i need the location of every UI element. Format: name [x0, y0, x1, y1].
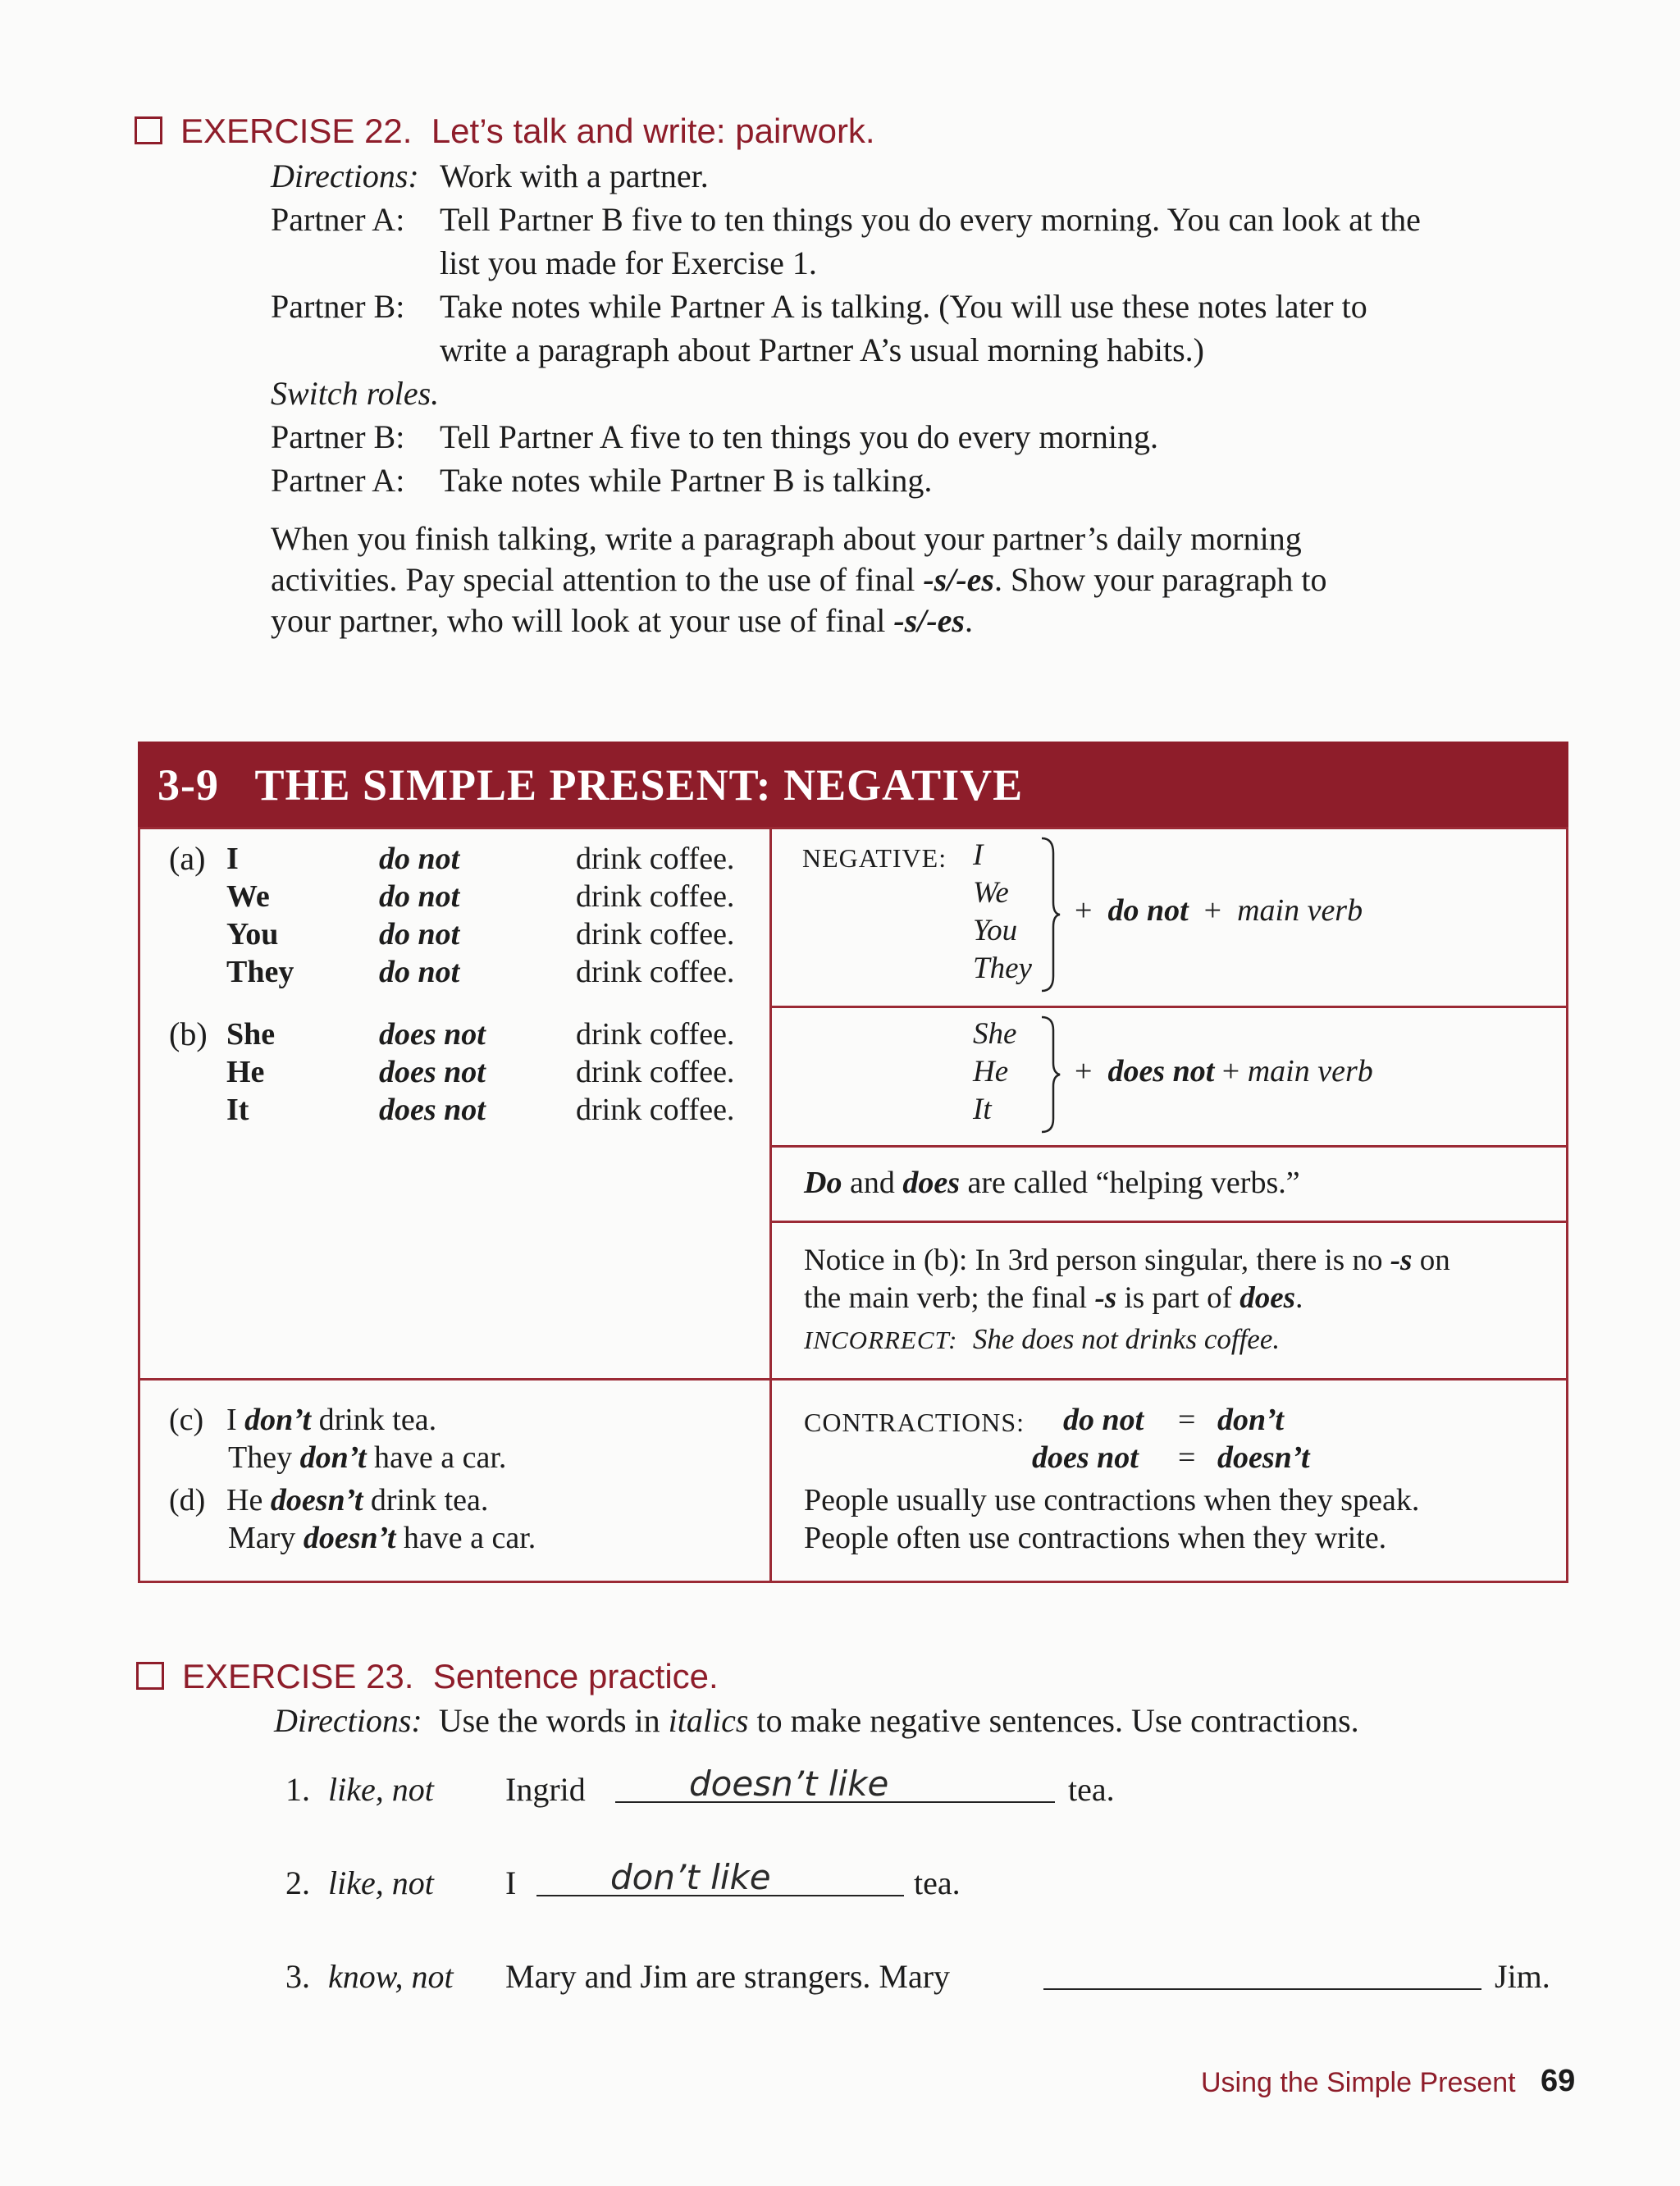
short-form: don’t [1217, 1403, 1284, 1437]
partner-b-label: Partner B: [271, 288, 405, 325]
contraction-examples [169, 1401, 536, 1557]
example-text: drink tea. [363, 1483, 489, 1517]
example-c [169, 1401, 437, 1439]
note-text: . [1295, 1281, 1303, 1315]
item-text: I [505, 1864, 517, 1901]
switch-roles-text: Switch roles. [271, 375, 440, 412]
contraction-do-not [1063, 1401, 1144, 1439]
plus-sign: + [1221, 1054, 1240, 1088]
partner-b-text-cont: write a paragraph about Partner A’s usual morning habits.) [440, 331, 1204, 368]
subject: It [226, 1093, 249, 1127]
ending-s-es: -s/-es [923, 561, 994, 598]
term: does [902, 1166, 960, 1200]
directions-text: Use the words in [438, 1702, 669, 1739]
example-label: (d) [169, 1483, 206, 1517]
ex23-directions [274, 1701, 1359, 1740]
partner-a-text: Tell Partner B five to ten things you do every morning. You can look at the [440, 201, 1421, 238]
subject: She [973, 1017, 1017, 1051]
checkbox-icon[interactable] [135, 116, 162, 144]
subject: He [226, 1055, 265, 1089]
plus-sign: + [1203, 893, 1222, 928]
exercise-title: Sentence practice. [432, 1657, 719, 1695]
full-form: does not [1032, 1440, 1139, 1475]
contraction-dont [1217, 1401, 1284, 1439]
paragraph-text: . Show your paragraph to [993, 561, 1327, 598]
directions-label: Directions: [271, 157, 419, 194]
term: Do [804, 1166, 842, 1200]
contractions-label: CONTRACTIONS: [804, 1408, 1025, 1437]
subject: You [973, 914, 1018, 947]
directions-emphasis: italics [668, 1702, 749, 1739]
directions-label: Directions: [274, 1702, 422, 1739]
note-text: on [1412, 1244, 1450, 1277]
item-text: tea. [914, 1864, 961, 1901]
contraction: don’t [244, 1403, 312, 1437]
subject: They [226, 955, 294, 989]
item-cue: know, not [328, 1958, 454, 1995]
subject: I [973, 838, 984, 872]
partner-a2-text: Take notes while Partner B is talking. [440, 462, 933, 499]
auxiliary: do not [379, 842, 460, 876]
example-text: have a car. [395, 1521, 536, 1555]
formula-do-not [1075, 892, 1363, 929]
note-text: People usually use contractions when they speak. [804, 1483, 1420, 1517]
notice-note [804, 1242, 1450, 1359]
chart-title: THE SIMPLE PRESENT: NEGATIVE [254, 760, 1024, 810]
item-number: 2. [285, 1864, 310, 1901]
example-text: I [226, 1403, 245, 1437]
item-text: tea. [1068, 1771, 1115, 1808]
verb-phrase: drink coffee. [576, 917, 735, 952]
answer-text: don’t like [610, 1857, 771, 1897]
partner-b2-label: Partner B: [271, 418, 405, 455]
verb-phrase: drink coffee. [576, 1017, 735, 1052]
answer-blank[interactable] [1043, 1988, 1481, 1990]
note-text: Notice in (b): In 3rd person singular, there is no [804, 1244, 1390, 1277]
note-text: are called “helping verbs.” [959, 1166, 1300, 1200]
contraction: doesn’t [270, 1483, 363, 1517]
row-divider [769, 1221, 1568, 1223]
instructions-paragraph [271, 518, 1326, 641]
negative-label: NEGATIVE: [802, 843, 947, 873]
verb-phrase: drink coffee. [576, 1093, 735, 1127]
example-b-label: (b) [169, 1015, 208, 1052]
notice-line-2 [804, 1280, 1450, 1317]
note-text: is part of [1116, 1281, 1240, 1315]
example-text: They [228, 1440, 300, 1475]
contraction: doesn’t [303, 1521, 396, 1555]
verb-phrase: drink coffee. [576, 879, 735, 914]
paragraph-line-1: When you finish talking, write a paragraph about your partner’s daily morning [271, 520, 1302, 557]
main-verb: main verb [1237, 893, 1363, 928]
notice-line-1 [804, 1242, 1450, 1280]
term: does [1239, 1281, 1296, 1315]
ending-s-es: -s/-es [893, 602, 965, 639]
row-divider [138, 1378, 1568, 1381]
main-verb: main verb [1247, 1054, 1373, 1088]
item-cue: like, not [328, 1864, 434, 1901]
paragraph-line-2 [271, 559, 1326, 600]
ending-s: -s [1094, 1281, 1117, 1315]
right-brace-icon [1037, 1015, 1061, 1134]
incorrect-example: She does not drinks coffee. [972, 1323, 1281, 1355]
ending-s: -s [1390, 1244, 1413, 1277]
exercise-number: EXERCISE 22. [180, 112, 413, 150]
running-title: Using the Simple Present [1201, 2067, 1516, 2098]
partner-a-text-cont: list you made for Exercise 1. [440, 244, 817, 281]
partner-a-label: Partner A: [271, 201, 405, 238]
directions-text: Work with a partner. [440, 157, 709, 194]
answer-text: doesn’t like [689, 1764, 889, 1804]
partner-b2-text: Tell Partner A five to ten things you do every morning. [440, 418, 1158, 455]
auxiliary: does not [379, 1055, 486, 1089]
note-text: and [842, 1166, 903, 1200]
formula-does-not [1075, 1053, 1373, 1089]
exercise-23-header [136, 1657, 719, 1696]
note-text: the main verb; the final [804, 1281, 1095, 1315]
directions-text: to make negative sentences. Use contractions. [748, 1702, 1359, 1739]
negative-subjects [973, 837, 1032, 988]
item-cue: like, not [328, 1771, 434, 1808]
item-text: Mary and Jim are strangers. Mary [505, 1958, 951, 1995]
subject: We [226, 879, 270, 914]
item-text: Ingrid [505, 1771, 586, 1808]
auxiliary: does not [379, 1093, 486, 1127]
example-text: Mary [228, 1521, 304, 1555]
paragraph-text: activities. Pay special attention to the use of final [271, 561, 924, 598]
contraction-does-not [1032, 1439, 1139, 1476]
paragraph-line-3 [271, 600, 1326, 641]
verb-phrase: drink coffee. [576, 1055, 735, 1089]
auxiliary: do not [1107, 893, 1189, 928]
full-form: do not [1063, 1403, 1144, 1437]
auxiliary: does not [379, 1017, 486, 1052]
example-text: drink tea. [311, 1403, 437, 1437]
subject: It [973, 1093, 992, 1126]
contraction: don’t [299, 1440, 367, 1475]
item-number: 3. [285, 1958, 310, 1995]
right-brace-icon [1037, 837, 1061, 993]
example-c-2 [169, 1439, 507, 1481]
item-number: 1. [285, 1771, 310, 1808]
example-d-2 [169, 1519, 536, 1557]
column-divider [769, 827, 772, 1583]
plus-sign: + [1075, 1054, 1093, 1088]
chart-number: 3-9 [158, 760, 219, 810]
note-text: People often use contractions when they write. [804, 1521, 1387, 1555]
switch-roles [271, 372, 439, 415]
chart-heading [158, 760, 1023, 810]
subject: You [226, 917, 279, 952]
auxiliary: do not [379, 879, 460, 914]
contractions-note [804, 1481, 1419, 1557]
checkbox-icon[interactable] [136, 1662, 164, 1690]
subject: He [973, 1055, 1009, 1088]
directions-line [271, 154, 419, 198]
example-text: He [226, 1483, 271, 1517]
example-a-label: (a) [169, 840, 206, 877]
row-divider [769, 1006, 1568, 1008]
chart-banner [138, 742, 1568, 828]
auxiliary: do not [379, 955, 460, 989]
subject: She [226, 1017, 276, 1052]
auxiliary: does not [1107, 1054, 1215, 1088]
equals-sign: = [1178, 1403, 1196, 1437]
exercise-title: Let’s talk and write: pairwork. [431, 112, 875, 150]
auxiliary: do not [379, 917, 460, 952]
example-text: have a car. [366, 1440, 507, 1475]
example-label: (c) [169, 1403, 204, 1437]
paragraph-text: . [964, 602, 973, 639]
subject: I [226, 842, 239, 876]
paragraph-text: your partner, who will look at your use of final [271, 602, 894, 639]
subject: They [973, 952, 1032, 985]
short-form: doesn’t [1217, 1440, 1310, 1475]
exercise-number: EXERCISE 23. [182, 1657, 414, 1695]
item-text: Jim. [1495, 1958, 1550, 1995]
partner-a2-label: Partner A: [271, 462, 405, 499]
incorrect-line [804, 1321, 1450, 1359]
row-divider [769, 1145, 1568, 1148]
verb-phrase: drink coffee. [576, 955, 735, 989]
subject: We [973, 876, 1009, 910]
negative-subjects-3rd [973, 1015, 1016, 1129]
contraction-doesnt [1217, 1439, 1310, 1476]
helping-verbs-note [804, 1165, 1300, 1201]
verb-phrase: drink coffee. [576, 842, 735, 876]
example-d [169, 1481, 489, 1519]
incorrect-label: INCORRECT: [804, 1326, 958, 1354]
plus-sign: + [1075, 893, 1093, 928]
page-number: 69 [1541, 2064, 1576, 2098]
exercise-22-header [135, 112, 875, 151]
partner-b-text: Take notes while Partner A is talking. (You will use these notes later to [440, 288, 1367, 325]
equals-sign: = [1178, 1440, 1196, 1475]
